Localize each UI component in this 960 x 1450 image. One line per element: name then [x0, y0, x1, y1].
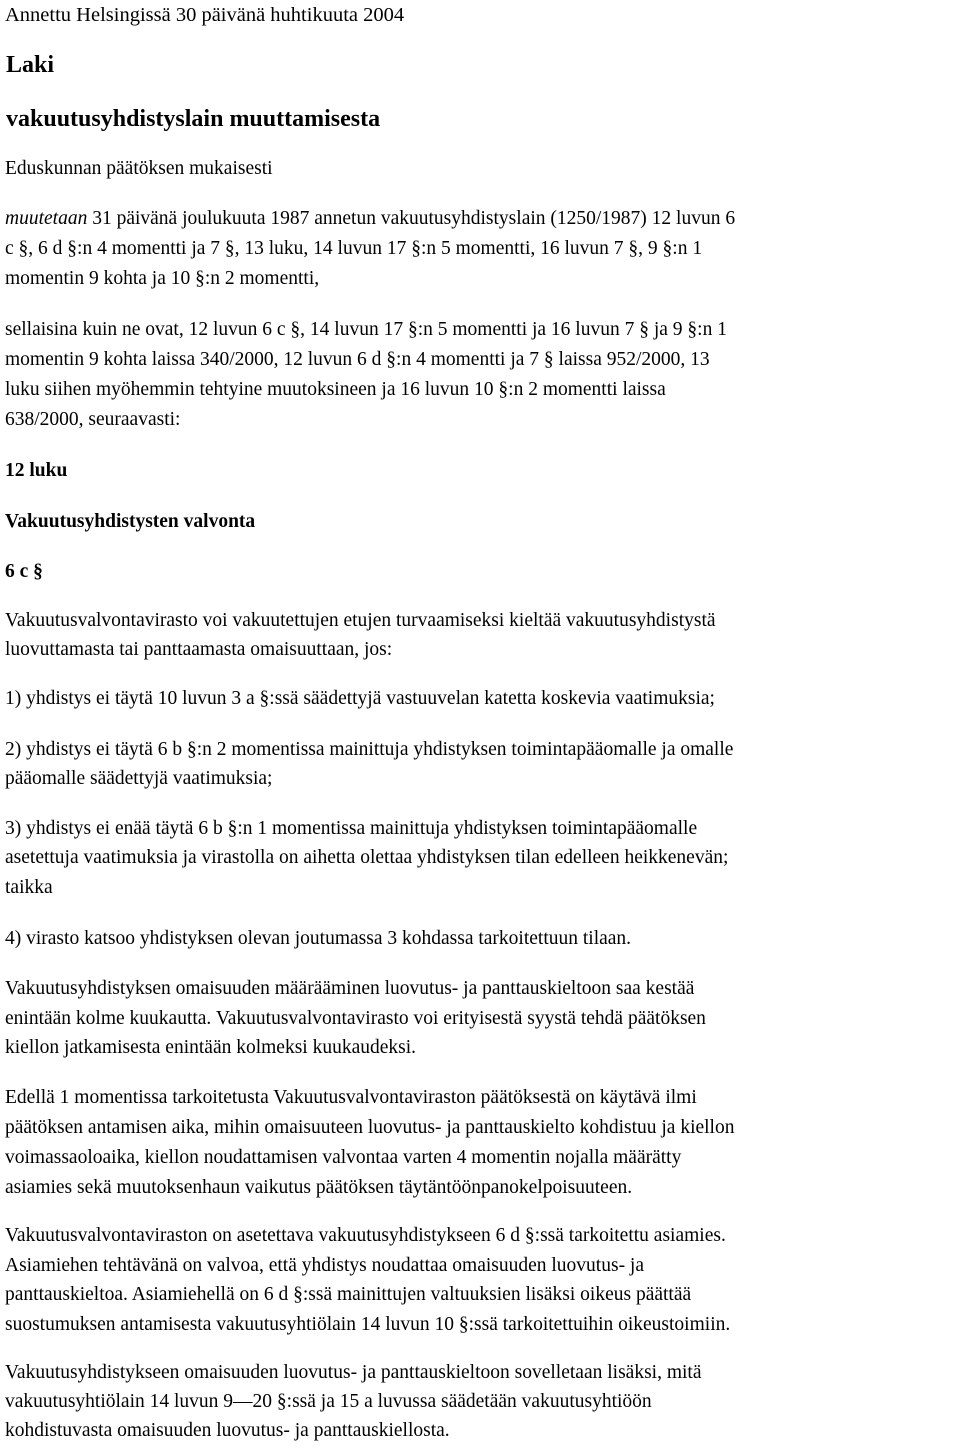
paragraph-line: kohdistuvasta omaisuuden luovutus- ja panttauskiellosta. [5, 1420, 450, 1441]
amendment-scope-line: sellaisina kuin ne ovat, 12 luvun 6 c §, 14 luvun 17 §:n 5 momentti ja 16 luvun 7 § ja 9 §:n 1 [5, 319, 727, 340]
amend-keyword: muutetaan [5, 208, 88, 229]
paragraph-line: Vakuutusyhdistykseen omaisuuden luovutus- ja panttauskieltoon sovelletaan lisäksi, mitä [5, 1362, 702, 1383]
paragraph-line: Vakuutusvalvontaviraston on asetettava vakuutusyhdistykseen 6 d §:ssä tarkoitettu asiamies. [5, 1225, 726, 1246]
list-item-2-cont: pääomalle säädettyjä vaatimuksia; [5, 768, 273, 789]
paragraph-line: päätöksen antamisen aika, mihin omaisuuteen luovutus- ja panttauskielto kohdistuu ja kiellon [5, 1117, 735, 1138]
amendment-scope-line: 638/2000, seuraavasti: [5, 409, 181, 430]
list-item-1: 1) yhdistys ei täytä 10 luvun 3 a §:ssä säädettyjä vastuuvelan katetta koskevia vaatimuksia; [5, 688, 715, 709]
paragraph-line: Vakuutusyhdistyksen omaisuuden määrääminen luovutus- ja panttauskieltoon saa kestää [5, 978, 695, 999]
chapter-title: Vakuutusyhdistysten valvonta [5, 511, 256, 532]
amendment-intro-line: momentin 9 kohta ja 10 §:n 2 momentti, [5, 268, 320, 289]
paragraph-line: suostumuksen antamisesta vakuutusyhtiölain 14 luvun 10 §:ssä tarkoitettuihin oikeustoimiin. [5, 1314, 731, 1335]
list-item-3: 3) yhdistys ei enää täytä 6 b §:n 1 momentissa mainittuja yhdistyksen toimintapääomalle [5, 818, 698, 839]
amendment-scope-line: momentin 9 kohta laissa 340/2000, 12 luvun 6 d §:n 4 momentti ja 7 § laissa 952/2000, 13 [5, 349, 710, 370]
section-number: 6 c § [5, 561, 43, 582]
list-item-3-cont: asetettuja vaatimuksia ja virastolla on aihetta olettaa yhdistyksen tilan edelleen heikkenevän; [5, 847, 729, 868]
amendment-scope-line: luku siihen myöhemmin tehtyine muutoksineen ja 16 luvun 10 §:n 2 momentti laissa [5, 379, 666, 400]
paragraph-line: Edellä 1 momentissa tarkoitetusta Vakuutusvalvontaviraston päätöksestä on käytävä ilmi [5, 1087, 697, 1108]
paragraph-line: Asiamiehen tehtävänä on valvoa, että yhdistys noudattaa omaisuuden luovutus- ja [5, 1255, 645, 1276]
paragraph-line: luovuttamasta tai panttaamasta omaisuuttaan, jos: [5, 639, 393, 660]
chapter-number: 12 luku [5, 460, 68, 481]
paragraph-line: kiellon jatkamisesta enintään kolmeksi kuukaudeksi. [5, 1037, 417, 1058]
paragraph-line: panttauskieltoa. Asiamiehellä on 6 d §:ssä mainittujen valtuuksien lisäksi oikeus päättää [5, 1284, 692, 1305]
list-item-2: 2) yhdistys ei täytä 6 b §:n 2 momentissa mainittuja yhdistyksen toimintapääomalle ja omalle [5, 739, 734, 760]
document-type-heading: Laki [6, 52, 55, 78]
paragraph-line: enintään kolme kuukautta. Vakuutusvalvontavirasto voi erityisestä syystä tehdä päätöksen [5, 1008, 706, 1029]
enactment-clause: Eduskunnan päätöksen mukaisesti [5, 158, 273, 179]
signature-line: Annettu Helsingissä 30 päivänä huhtikuuta 2004 [5, 4, 405, 26]
document-title: vakuutusyhdistyslain muuttamisesta [6, 106, 381, 132]
list-item-3-cont: taikka [5, 877, 53, 898]
list-item-4: 4) virasto katsoo yhdistyksen olevan joutumassa 3 kohdassa tarkoitettuun tilaan. [5, 928, 632, 949]
amendment-intro-text: 31 päivänä joulukuuta 1987 annetun vakuutusyhdistyslain (1250/1987) 12 luvun 6 [87, 208, 736, 229]
amendment-intro-line: c §, 6 d §:n 4 momentti ja 7 §, 13 luku, 14 luvun 17 §:n 5 momentti, 16 luvun 7 §, 9 §:n 1 [5, 238, 703, 259]
paragraph-line: vakuutusyhtiölain 14 luvun 9—20 §:ssä ja 15 a luvussa säädetään vakuutusyhtiöön [5, 1391, 652, 1412]
amendment-intro-line [5, 208, 735, 230]
paragraph-line: asiamies sekä muutoksenhaun vaikutus päätöksen täytäntöönpanokelpoisuuteen. [5, 1177, 633, 1198]
paragraph-line: Vakuutusvalvontavirasto voi vakuutettujen etujen turvaamiseksi kieltää vakuutusyhdistystä [5, 610, 716, 631]
paragraph-line: voimassaoloaika, kiellon noudattamisen valvontaa varten 4 momentin nojalla määrätty [5, 1147, 682, 1168]
